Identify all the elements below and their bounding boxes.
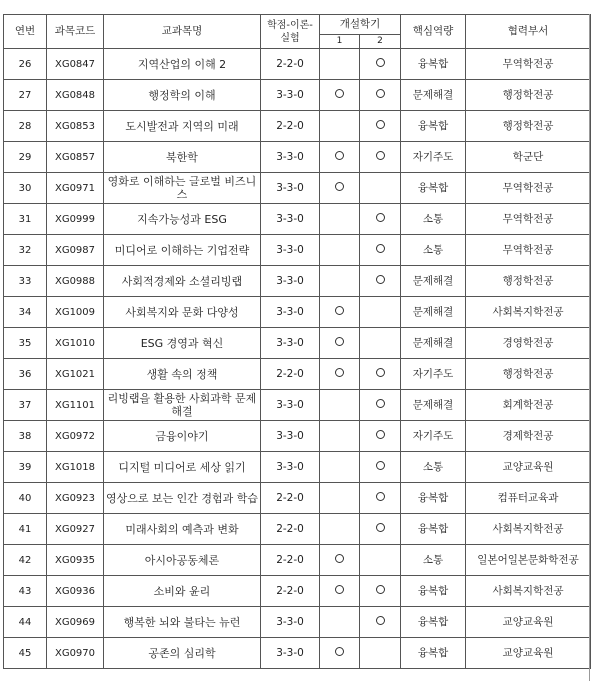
cell-semester-2 — [360, 204, 401, 235]
cell-dept: 사회복지학전공 — [466, 576, 591, 607]
cell-dept: 무역학전공 — [466, 204, 591, 235]
table-row — [4, 49, 591, 80]
cell-dept: 교양교육원 — [466, 607, 591, 638]
offered-circle-icon — [376, 244, 385, 253]
cell-semester-1 — [320, 204, 360, 235]
offered-circle-icon — [376, 461, 385, 470]
table-row — [4, 452, 591, 483]
table-row — [4, 235, 591, 266]
cell-course-name: 영상으로 보는 인간 경험과 학습 — [104, 483, 261, 514]
cell-competency: 융복합 — [401, 173, 466, 204]
cell-no: 30 — [4, 173, 47, 204]
offered-circle-icon — [376, 523, 385, 532]
table-row — [4, 390, 591, 421]
cell-semester-2 — [360, 173, 401, 204]
cell-dept: 사회복지학전공 — [466, 297, 591, 328]
cell-semester-2 — [360, 80, 401, 111]
cell-competency: 융복합 — [401, 483, 466, 514]
header-code: 과목코드 — [47, 15, 104, 49]
cell-semester-1 — [320, 235, 360, 266]
cell-competency: 소통 — [401, 235, 466, 266]
table-row — [4, 576, 591, 607]
table-row — [4, 297, 591, 328]
cell-credits: 3-3-0 — [261, 204, 320, 235]
cell-dept: 회계학전공 — [466, 390, 591, 421]
header-competency: 핵심역량 — [401, 15, 466, 49]
cell-code: XG0935 — [47, 545, 104, 576]
cell-no: 29 — [4, 142, 47, 173]
cell-course-name: 사회복지와 문화 다양성 — [104, 297, 261, 328]
cell-dept: 무역학전공 — [466, 235, 591, 266]
cell-no: 32 — [4, 235, 47, 266]
cell-no: 34 — [4, 297, 47, 328]
cell-semester-2 — [360, 607, 401, 638]
offered-circle-icon — [335, 89, 344, 98]
cell-credits: 3-3-0 — [261, 607, 320, 638]
cell-competency: 융복합 — [401, 111, 466, 142]
cell-semester-2 — [360, 514, 401, 545]
offered-circle-icon — [376, 368, 385, 377]
header-name: 교과목명 — [104, 15, 261, 49]
cell-credits: 3-3-0 — [261, 452, 320, 483]
offered-circle-icon — [335, 554, 344, 563]
cell-semester-1 — [320, 173, 360, 204]
cell-semester-2 — [360, 297, 401, 328]
cell-code: XG0847 — [47, 49, 104, 80]
table-row — [4, 80, 591, 111]
cell-competency: 소통 — [401, 204, 466, 235]
offered-circle-icon — [376, 213, 385, 222]
header-dept: 협력부서 — [466, 15, 591, 49]
table-row — [4, 266, 591, 297]
table-row — [4, 111, 591, 142]
cell-course-name: 사회적경제와 소셜리빙랩 — [104, 266, 261, 297]
cell-credits: 2-2-0 — [261, 359, 320, 390]
offered-circle-icon — [335, 182, 344, 191]
cell-dept: 컴퓨터교육과 — [466, 483, 591, 514]
cell-no: 43 — [4, 576, 47, 607]
cell-code: XG0936 — [47, 576, 104, 607]
cell-semester-2 — [360, 235, 401, 266]
cell-competency: 문제해결 — [401, 266, 466, 297]
cell-course-name: 생활 속의 정책 — [104, 359, 261, 390]
header-credits: 학점-이론- 실험 — [261, 15, 320, 49]
cell-credits: 3-3-0 — [261, 266, 320, 297]
cell-code: XG0971 — [47, 173, 104, 204]
cell-course-name: 행정학의 이해 — [104, 80, 261, 111]
cell-competency: 소통 — [401, 545, 466, 576]
offered-circle-icon — [376, 585, 385, 594]
cell-credits: 2-2-0 — [261, 111, 320, 142]
cell-code: XG0848 — [47, 80, 104, 111]
offered-circle-icon — [376, 58, 385, 67]
cell-semester-1 — [320, 607, 360, 638]
table-row — [4, 607, 591, 638]
table-row — [4, 421, 591, 452]
cell-course-name: 도시발전과 지역의 미래 — [104, 111, 261, 142]
course-table — [3, 14, 591, 669]
cell-semester-1 — [320, 638, 360, 669]
offered-circle-icon — [376, 275, 385, 284]
cell-competency: 자기주도 — [401, 359, 466, 390]
table-row — [4, 483, 591, 514]
cell-code: XG0999 — [47, 204, 104, 235]
cell-semester-2 — [360, 328, 401, 359]
cell-no: 31 — [4, 204, 47, 235]
cell-credits: 3-3-0 — [261, 80, 320, 111]
cell-dept: 교양교육원 — [466, 452, 591, 483]
cell-credits: 3-3-0 — [261, 421, 320, 452]
cell-competency: 자기주도 — [401, 142, 466, 173]
cell-code: XG0972 — [47, 421, 104, 452]
cell-no: 27 — [4, 80, 47, 111]
offered-circle-icon — [376, 430, 385, 439]
cell-semester-2 — [360, 421, 401, 452]
cell-dept: 무역학전공 — [466, 173, 591, 204]
cell-dept: 경영학전공 — [466, 328, 591, 359]
cell-no: 38 — [4, 421, 47, 452]
cell-dept: 행정학전공 — [466, 111, 591, 142]
cell-code: XG0987 — [47, 235, 104, 266]
cell-course-name: 행복한 뇌와 불타는 뉴런 — [104, 607, 261, 638]
cell-code: XG0988 — [47, 266, 104, 297]
cell-credits: 3-3-0 — [261, 328, 320, 359]
cell-semester-1 — [320, 390, 360, 421]
cell-semester-2 — [360, 545, 401, 576]
page-edge-line — [589, 14, 590, 681]
cell-no: 26 — [4, 49, 47, 80]
offered-circle-icon — [335, 647, 344, 656]
offered-circle-icon — [335, 337, 344, 346]
cell-dept: 학군단 — [466, 142, 591, 173]
cell-competency: 융복합 — [401, 607, 466, 638]
cell-semester-2 — [360, 576, 401, 607]
cell-semester-1 — [320, 80, 360, 111]
offered-circle-icon — [335, 585, 344, 594]
cell-competency: 문제해결 — [401, 80, 466, 111]
cell-credits: 3-3-0 — [261, 235, 320, 266]
cell-semester-1 — [320, 576, 360, 607]
cell-semester-1 — [320, 359, 360, 390]
cell-semester-2 — [360, 266, 401, 297]
cell-credits: 2-2-0 — [261, 49, 320, 80]
cell-course-name: 디지털 미디어로 세상 읽기 — [104, 452, 261, 483]
cell-code: XG0857 — [47, 142, 104, 173]
table-row — [4, 545, 591, 576]
cell-code: XG0970 — [47, 638, 104, 669]
offered-circle-icon — [376, 616, 385, 625]
cell-course-name: 지속가능성과 ESG — [104, 204, 261, 235]
cell-no: 40 — [4, 483, 47, 514]
table-row — [4, 359, 591, 390]
offered-circle-icon — [376, 151, 385, 160]
cell-competency: 융복합 — [401, 576, 466, 607]
cell-semester-1 — [320, 297, 360, 328]
cell-competency: 문제해결 — [401, 328, 466, 359]
header-semester-2: 2 — [360, 35, 401, 49]
cell-dept: 사회복지학전공 — [466, 514, 591, 545]
cell-course-name: 미래사회의 예측과 변화 — [104, 514, 261, 545]
cell-semester-2 — [360, 359, 401, 390]
cell-no: 39 — [4, 452, 47, 483]
cell-course-name: ESG 경영과 혁신 — [104, 328, 261, 359]
cell-credits: 2-2-0 — [261, 545, 320, 576]
cell-code: XG1009 — [47, 297, 104, 328]
table-row — [4, 173, 591, 204]
table-row — [4, 204, 591, 235]
header-semester-1: 1 — [320, 35, 360, 49]
cell-no: 45 — [4, 638, 47, 669]
cell-credits: 2-2-0 — [261, 576, 320, 607]
table-row — [4, 142, 591, 173]
offered-circle-icon — [376, 89, 385, 98]
cell-code: XG1021 — [47, 359, 104, 390]
cell-semester-1 — [320, 111, 360, 142]
cell-course-name: 지역산업의 이해 2 — [104, 49, 261, 80]
cell-semester-1 — [320, 328, 360, 359]
cell-competency: 문제해결 — [401, 390, 466, 421]
cell-code: XG0927 — [47, 514, 104, 545]
cell-no: 28 — [4, 111, 47, 142]
cell-no: 41 — [4, 514, 47, 545]
cell-semester-2 — [360, 142, 401, 173]
cell-semester-1 — [320, 49, 360, 80]
cell-semester-1 — [320, 452, 360, 483]
cell-semester-2 — [360, 638, 401, 669]
offered-circle-icon — [376, 492, 385, 501]
cell-course-name: 공존의 심리학 — [104, 638, 261, 669]
table-row — [4, 514, 591, 545]
cell-dept: 교양교육원 — [466, 638, 591, 669]
cell-no: 37 — [4, 390, 47, 421]
cell-credits: 3-3-0 — [261, 390, 320, 421]
offered-circle-icon — [335, 368, 344, 377]
cell-dept: 경제학전공 — [466, 421, 591, 452]
header-no: 연번 — [4, 15, 47, 49]
cell-dept: 무역학전공 — [466, 49, 591, 80]
offered-circle-icon — [335, 306, 344, 315]
cell-semester-1 — [320, 266, 360, 297]
offered-circle-icon — [335, 151, 344, 160]
cell-code: XG1101 — [47, 390, 104, 421]
cell-course-name: 아시아공동체론 — [104, 545, 261, 576]
cell-dept: 행정학전공 — [466, 80, 591, 111]
cell-semester-1 — [320, 421, 360, 452]
cell-competency: 소통 — [401, 452, 466, 483]
cell-no: 44 — [4, 607, 47, 638]
cell-course-name: 미디어로 이해하는 기업전략 — [104, 235, 261, 266]
cell-semester-2 — [360, 452, 401, 483]
cell-course-name: 리빙랩을 활용한 사회과학 문제해결 — [104, 390, 261, 421]
cell-credits: 3-3-0 — [261, 173, 320, 204]
cell-credits: 2-2-0 — [261, 514, 320, 545]
cell-semester-2 — [360, 111, 401, 142]
cell-credits: 3-3-0 — [261, 297, 320, 328]
cell-semester-2 — [360, 390, 401, 421]
offered-circle-icon — [376, 120, 385, 129]
cell-code: XG1018 — [47, 452, 104, 483]
cell-no: 42 — [4, 545, 47, 576]
cell-code: XG0969 — [47, 607, 104, 638]
cell-credits: 3-3-0 — [261, 142, 320, 173]
cell-no: 36 — [4, 359, 47, 390]
header-semester: 개설학기 — [320, 15, 401, 35]
cell-code: XG1010 — [47, 328, 104, 359]
cell-competency: 융복합 — [401, 638, 466, 669]
cell-course-name: 소비와 윤리 — [104, 576, 261, 607]
cell-semester-1 — [320, 514, 360, 545]
cell-semester-2 — [360, 483, 401, 514]
cell-course-name: 북한학 — [104, 142, 261, 173]
cell-code: XG0853 — [47, 111, 104, 142]
cell-no: 35 — [4, 328, 47, 359]
cell-credits: 2-2-0 — [261, 483, 320, 514]
cell-semester-1 — [320, 545, 360, 576]
cell-competency: 문제해결 — [401, 297, 466, 328]
cell-credits: 3-3-0 — [261, 638, 320, 669]
cell-semester-2 — [360, 49, 401, 80]
cell-course-name: 금융이야기 — [104, 421, 261, 452]
table-row — [4, 638, 591, 669]
cell-competency: 자기주도 — [401, 421, 466, 452]
cell-competency: 융복합 — [401, 514, 466, 545]
cell-course-name: 영화로 이해하는 글로벌 비즈니스 — [104, 173, 261, 204]
cell-code: XG0923 — [47, 483, 104, 514]
cell-dept: 행정학전공 — [466, 359, 591, 390]
cell-dept: 행정학전공 — [466, 266, 591, 297]
cell-dept: 일본어일본문화학전공 — [466, 545, 591, 576]
offered-circle-icon — [376, 399, 385, 408]
cell-no: 33 — [4, 266, 47, 297]
table-row — [4, 328, 591, 359]
cell-semester-1 — [320, 483, 360, 514]
cell-competency: 융복합 — [401, 49, 466, 80]
cell-semester-1 — [320, 142, 360, 173]
